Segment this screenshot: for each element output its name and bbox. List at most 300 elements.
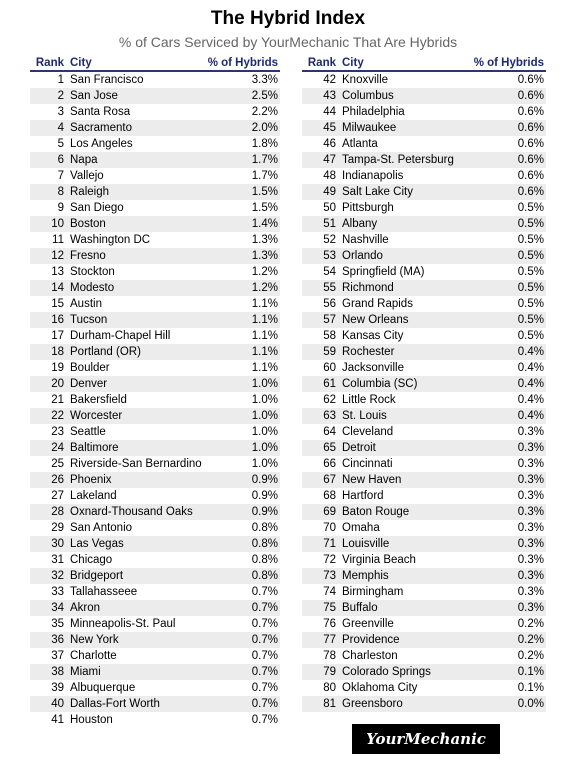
city-cell: San Jose xyxy=(68,88,205,104)
table-row xyxy=(30,472,280,488)
city-cell: Boulder xyxy=(70,362,110,374)
pct-cell: 0.3% xyxy=(517,554,544,566)
table-header-row xyxy=(30,55,280,71)
city-cell: Washington DC xyxy=(70,234,151,246)
pct-cell: 0.6% xyxy=(466,88,547,104)
pct-cell: 0.8% xyxy=(205,536,280,552)
rank-cell: 50 xyxy=(323,202,336,214)
table-row xyxy=(302,104,546,120)
pct-cell: 0.3% xyxy=(466,600,547,616)
pct-cell: 0.9% xyxy=(205,472,280,488)
city-cell: Philadelphia xyxy=(342,106,405,118)
pct-cell: 0.8% xyxy=(251,522,278,534)
table-row xyxy=(302,248,546,264)
rank-cell: 54 xyxy=(323,266,336,278)
pct-cell: 1.0% xyxy=(205,376,280,392)
rank-cell: 24 xyxy=(30,440,68,456)
pct-cell: 0.3% xyxy=(517,458,544,470)
table-row xyxy=(30,344,280,360)
table-header-row xyxy=(302,55,546,71)
rank-cell: 28 xyxy=(30,504,68,520)
pct-cell: 0.3% xyxy=(466,568,547,584)
table-row xyxy=(302,360,546,376)
table-row xyxy=(30,360,280,376)
table-row xyxy=(30,88,280,104)
table-row xyxy=(30,200,280,216)
pct-cell: 0.6% xyxy=(517,138,544,150)
pct-cell: 1.1% xyxy=(251,330,278,342)
column-header-pct: % of Hybrids xyxy=(205,55,280,71)
ranking-table-left xyxy=(30,55,280,728)
table-row xyxy=(30,408,280,424)
rank-cell: 74 xyxy=(323,586,336,598)
city-cell: Omaha xyxy=(342,522,380,534)
city-cell: Santa Rosa xyxy=(70,106,131,118)
city-cell: Hartford xyxy=(342,490,384,502)
pct-cell: 0.2% xyxy=(517,650,544,662)
table-row xyxy=(302,648,546,664)
rank-cell: 80 xyxy=(323,682,336,694)
rank-cell: 78 xyxy=(323,650,336,662)
table-row xyxy=(30,136,280,152)
pct-cell: 0.7% xyxy=(251,714,278,726)
table-row xyxy=(302,376,546,392)
city-cell: Albuquerque xyxy=(70,682,136,694)
pct-cell: 1.7% xyxy=(205,152,280,168)
table-row xyxy=(302,488,546,504)
rank-cell: 7 xyxy=(57,170,64,182)
city-cell: Milwaukee xyxy=(340,120,466,136)
city-cell: Nashville xyxy=(342,234,389,246)
rank-cell: 11 xyxy=(52,234,64,246)
table-row xyxy=(302,280,546,296)
city-cell: Raleigh xyxy=(68,184,205,200)
table-row xyxy=(302,344,546,360)
rank-cell: 41 xyxy=(51,714,64,726)
table-row xyxy=(302,456,546,472)
pct-cell: 0.3% xyxy=(466,504,547,520)
city-cell: Colorado Springs xyxy=(340,664,466,680)
pct-cell: 1.1% xyxy=(251,298,278,310)
pct-cell: 0.8% xyxy=(205,568,280,584)
rank-cell: 18 xyxy=(30,344,68,360)
pct-cell: 0.3% xyxy=(517,586,544,598)
table-row xyxy=(302,552,546,568)
table-row xyxy=(30,696,280,712)
city-cell: Charleston xyxy=(342,650,398,662)
rank-cell: 46 xyxy=(323,138,336,150)
city-cell: Columbia (SC) xyxy=(340,376,466,392)
city-cell: Minneapolis-St. Paul xyxy=(70,618,176,630)
pct-cell: 0.5% xyxy=(517,202,544,214)
rank-cell: 26 xyxy=(30,472,68,488)
table-row xyxy=(302,504,546,520)
rank-cell: 2 xyxy=(30,88,68,104)
table-row xyxy=(30,104,280,120)
table-row xyxy=(302,520,546,536)
city-cell: Riverside-San Bernardino xyxy=(70,458,202,470)
rank-cell: 35 xyxy=(51,618,64,630)
rank-cell: 73 xyxy=(302,568,340,584)
table-row xyxy=(30,264,280,280)
city-cell: St. Louis xyxy=(340,408,466,424)
table-row xyxy=(302,88,546,104)
city-cell: Virginia Beach xyxy=(342,554,416,566)
pct-cell: 2.0% xyxy=(205,120,280,136)
city-cell: Durham-Chapel Hill xyxy=(70,330,171,342)
page-subtitle: % of Cars Serviced by YourMechanic That Are Hybrids xyxy=(118,34,458,50)
rank-cell: 32 xyxy=(30,568,68,584)
city-cell: Cincinnati xyxy=(342,458,393,470)
pct-cell: 1.0% xyxy=(251,458,278,470)
pct-cell: 0.7% xyxy=(205,664,280,680)
table-row xyxy=(30,71,280,88)
pct-cell: 0.0% xyxy=(466,696,547,712)
pct-cell: 0.5% xyxy=(466,248,547,264)
pct-cell: 0.7% xyxy=(251,682,278,694)
pct-cell: 1.2% xyxy=(205,280,280,296)
table-row xyxy=(302,168,546,184)
table-row xyxy=(30,632,280,648)
pct-cell: 0.9% xyxy=(251,490,278,502)
pct-cell: 1.5% xyxy=(205,184,280,200)
rank-cell: 6 xyxy=(30,152,68,168)
city-cell: Fresno xyxy=(68,248,205,264)
pct-cell: 0.5% xyxy=(517,330,544,342)
city-cell: Chicago xyxy=(70,554,113,566)
ranking-table-right xyxy=(302,55,546,712)
rank-cell: 72 xyxy=(323,554,336,566)
city-cell: New Orleans xyxy=(340,312,466,328)
table-row xyxy=(302,440,546,456)
rank-cell: 61 xyxy=(302,376,340,392)
city-cell: New York xyxy=(68,632,205,648)
city-cell: Springfield (MA) xyxy=(342,266,425,278)
table-row xyxy=(302,680,546,696)
city-cell: Orlando xyxy=(340,248,466,264)
table-row xyxy=(302,696,546,712)
city-cell: Kansas City xyxy=(342,330,404,342)
table-row xyxy=(302,120,546,136)
rank-cell: 71 xyxy=(302,536,340,552)
city-cell: Akron xyxy=(68,600,205,616)
city-cell: Pittsburgh xyxy=(342,202,394,214)
pct-cell: 0.3% xyxy=(466,472,547,488)
rank-cell: 4 xyxy=(30,120,68,136)
pct-cell: 1.0% xyxy=(205,408,280,424)
table-row xyxy=(30,328,280,344)
pct-cell: 0.4% xyxy=(517,362,544,374)
table-row xyxy=(302,408,546,424)
table-row xyxy=(302,232,546,248)
rank-cell: 55 xyxy=(302,280,340,296)
rank-cell: 79 xyxy=(302,664,340,680)
city-cell: Greensboro xyxy=(340,696,466,712)
pct-cell: 0.3% xyxy=(517,522,544,534)
city-cell: Dallas-Fort Worth xyxy=(68,696,205,712)
rank-cell: 77 xyxy=(302,632,340,648)
pct-cell: 1.1% xyxy=(251,362,278,374)
table-row xyxy=(302,536,546,552)
pct-cell: 1.1% xyxy=(205,344,280,360)
pct-cell: 0.5% xyxy=(517,298,544,310)
rank-cell: 37 xyxy=(51,650,64,662)
rank-cell: 53 xyxy=(302,248,340,264)
city-cell: Vallejo xyxy=(70,170,104,182)
table-row xyxy=(30,600,280,616)
city-cell: Lakeland xyxy=(70,490,117,502)
rank-cell: 59 xyxy=(302,344,340,360)
rank-cell: 23 xyxy=(51,426,64,438)
rank-cell: 1 xyxy=(57,74,64,86)
city-cell: Tallahasseee xyxy=(70,586,138,598)
pct-cell: 1.3% xyxy=(205,248,280,264)
rank-cell: 9 xyxy=(57,202,64,214)
city-cell: Birmingham xyxy=(342,586,404,598)
table-row xyxy=(30,616,280,632)
pct-cell: 0.9% xyxy=(205,504,280,520)
table-row xyxy=(30,568,280,584)
pct-cell: 1.0% xyxy=(205,440,280,456)
table-row xyxy=(302,328,546,344)
rank-cell: 33 xyxy=(51,586,64,598)
rank-cell: 15 xyxy=(51,298,64,310)
pct-cell: 0.6% xyxy=(466,184,547,200)
pct-cell: 1.0% xyxy=(251,394,278,406)
table-row xyxy=(30,712,280,728)
rank-cell: 3 xyxy=(57,106,64,118)
pct-cell: 2.2% xyxy=(251,106,278,118)
city-cell: Tucson xyxy=(68,312,205,328)
city-cell: Portland (OR) xyxy=(68,344,205,360)
table-row xyxy=(302,664,546,680)
rank-cell: 14 xyxy=(30,280,68,296)
table-row xyxy=(302,71,546,88)
table-row xyxy=(30,168,280,184)
rank-cell: 63 xyxy=(302,408,340,424)
city-cell: Baton Rouge xyxy=(340,504,466,520)
city-cell: Salt Lake City xyxy=(340,184,466,200)
table-row xyxy=(302,632,546,648)
rank-cell: 8 xyxy=(30,184,68,200)
table-row xyxy=(302,200,546,216)
city-cell: Atlanta xyxy=(342,138,378,150)
rank-cell: 58 xyxy=(323,330,336,342)
pct-cell: 0.5% xyxy=(517,266,544,278)
table-row xyxy=(30,504,280,520)
rank-cell: 56 xyxy=(323,298,336,310)
table-row xyxy=(302,296,546,312)
rank-cell: 22 xyxy=(30,408,68,424)
city-cell: Oklahoma City xyxy=(342,682,418,694)
city-cell: Columbus xyxy=(340,88,466,104)
pct-cell: 1.0% xyxy=(251,426,278,438)
rank-cell: 30 xyxy=(30,536,68,552)
table-row xyxy=(302,152,546,168)
table-row xyxy=(302,264,546,280)
rank-cell: 25 xyxy=(51,458,64,470)
rank-cell: 67 xyxy=(302,472,340,488)
city-cell: Detroit xyxy=(340,440,466,456)
city-cell: Charlotte xyxy=(70,650,117,662)
city-cell: Denver xyxy=(68,376,205,392)
table-row xyxy=(30,664,280,680)
rank-cell: 75 xyxy=(302,600,340,616)
table-row xyxy=(30,648,280,664)
pct-cell: 1.1% xyxy=(205,312,280,328)
pct-cell: 0.3% xyxy=(517,426,544,438)
pct-cell: 0.4% xyxy=(466,408,547,424)
page-title: The Hybrid Index xyxy=(210,8,366,29)
city-cell: Providence xyxy=(340,632,466,648)
city-cell: Tampa-St. Petersburg xyxy=(340,152,466,168)
pct-cell: 0.4% xyxy=(517,394,544,406)
rank-cell: 40 xyxy=(30,696,68,712)
rank-cell: 36 xyxy=(30,632,68,648)
rank-cell: 51 xyxy=(302,216,340,232)
table-row xyxy=(302,216,546,232)
table-row xyxy=(30,456,280,472)
rank-cell: 52 xyxy=(323,234,336,246)
rank-cell: 42 xyxy=(323,74,336,86)
table-row xyxy=(302,600,546,616)
city-cell: Stockton xyxy=(70,266,115,278)
city-cell: Albany xyxy=(340,216,466,232)
city-cell: Austin xyxy=(70,298,102,310)
table-row xyxy=(30,584,280,600)
city-cell: Knoxville xyxy=(342,74,389,86)
pct-cell: 0.2% xyxy=(466,632,547,648)
rank-cell: 43 xyxy=(302,88,340,104)
rank-cell: 27 xyxy=(51,490,64,502)
column-header-pct: % of Hybrids xyxy=(466,55,547,71)
rank-cell: 34 xyxy=(30,600,68,616)
pct-cell: 0.6% xyxy=(466,152,547,168)
pct-cell: 2.5% xyxy=(205,88,280,104)
rank-cell: 64 xyxy=(323,426,336,438)
pct-cell: 1.7% xyxy=(251,170,278,182)
rank-cell: 5 xyxy=(57,138,64,150)
pct-cell: 0.7% xyxy=(205,632,280,648)
table-row xyxy=(30,552,280,568)
city-cell: Grand Rapids xyxy=(342,298,413,310)
rank-cell: 47 xyxy=(302,152,340,168)
rank-cell: 21 xyxy=(51,394,64,406)
city-cell: Richmond xyxy=(340,280,466,296)
table-row xyxy=(30,680,280,696)
rank-cell: 10 xyxy=(30,216,68,232)
rank-cell: 12 xyxy=(30,248,68,264)
table-row xyxy=(302,184,546,200)
table-row xyxy=(302,472,546,488)
table-row xyxy=(302,584,546,600)
pct-cell: 3.3% xyxy=(251,74,278,86)
table-row xyxy=(30,280,280,296)
table-row xyxy=(302,424,546,440)
rank-cell: 19 xyxy=(51,362,64,374)
table-row xyxy=(30,424,280,440)
city-cell: Boston xyxy=(68,216,205,232)
table-row xyxy=(302,568,546,584)
table-row xyxy=(30,440,280,456)
city-cell: Modesto xyxy=(68,280,205,296)
table-row xyxy=(30,536,280,552)
city-cell: Bakersfield xyxy=(70,394,127,406)
pct-cell: 1.5% xyxy=(251,202,278,214)
table-row xyxy=(302,392,546,408)
city-cell: Los Angeles xyxy=(70,138,133,150)
city-cell: Phoenix xyxy=(68,472,205,488)
city-cell: Oxnard-Thousand Oaks xyxy=(68,504,205,520)
city-cell: Napa xyxy=(68,152,205,168)
table-row xyxy=(302,616,546,632)
city-cell: Houston xyxy=(70,714,113,726)
pct-cell: 0.7% xyxy=(205,696,280,712)
city-cell: Worcester xyxy=(68,408,205,424)
city-cell: Jacksonville xyxy=(342,362,404,374)
yourmechanic-logo: YourMechanic xyxy=(352,724,500,754)
table-row xyxy=(30,120,280,136)
pct-cell: 0.1% xyxy=(517,682,544,694)
table-row xyxy=(30,312,280,328)
table-row xyxy=(30,488,280,504)
rank-cell: 39 xyxy=(51,682,64,694)
pct-cell: 0.8% xyxy=(251,554,278,566)
pct-cell: 0.3% xyxy=(466,440,547,456)
city-cell: Las Vegas xyxy=(68,536,205,552)
city-cell: San Antonio xyxy=(70,522,133,534)
table-row xyxy=(30,296,280,312)
rank-cell: 17 xyxy=(51,330,64,342)
table-row xyxy=(30,152,280,168)
city-cell: San Francisco xyxy=(70,74,144,86)
rank-cell: 76 xyxy=(323,618,336,630)
pct-cell: 0.2% xyxy=(517,618,544,630)
city-cell: Indianapolis xyxy=(342,170,404,182)
table-row xyxy=(30,232,280,248)
rank-cell: 66 xyxy=(323,458,336,470)
rank-cell: 29 xyxy=(51,522,64,534)
rank-cell: 13 xyxy=(51,266,64,278)
pct-cell: 0.5% xyxy=(466,280,547,296)
city-cell: Sacramento xyxy=(68,120,205,136)
city-cell: Seattle xyxy=(70,426,106,438)
table-row xyxy=(302,312,546,328)
pct-cell: 0.5% xyxy=(466,312,547,328)
pct-cell: 0.3% xyxy=(466,536,547,552)
pct-cell: 0.7% xyxy=(251,618,278,630)
rank-cell: 60 xyxy=(323,362,336,374)
pct-cell: 0.6% xyxy=(466,120,547,136)
pct-cell: 0.4% xyxy=(466,344,547,360)
rank-cell: 81 xyxy=(302,696,340,712)
rank-cell: 20 xyxy=(30,376,68,392)
pct-cell: 0.7% xyxy=(205,600,280,616)
pct-cell: 0.6% xyxy=(517,106,544,118)
pct-cell: 0.3% xyxy=(517,490,544,502)
city-cell: Buffalo xyxy=(340,600,466,616)
rank-cell: 31 xyxy=(51,554,64,566)
pct-cell: 0.5% xyxy=(466,216,547,232)
column-header-city: City xyxy=(68,55,205,71)
pct-cell: 1.4% xyxy=(205,216,280,232)
pct-cell: 0.6% xyxy=(517,74,544,86)
rank-cell: 45 xyxy=(302,120,340,136)
table-row xyxy=(30,216,280,232)
pct-cell: 0.7% xyxy=(251,586,278,598)
city-cell: Little Rock xyxy=(342,394,396,406)
pct-cell: 0.5% xyxy=(517,234,544,246)
